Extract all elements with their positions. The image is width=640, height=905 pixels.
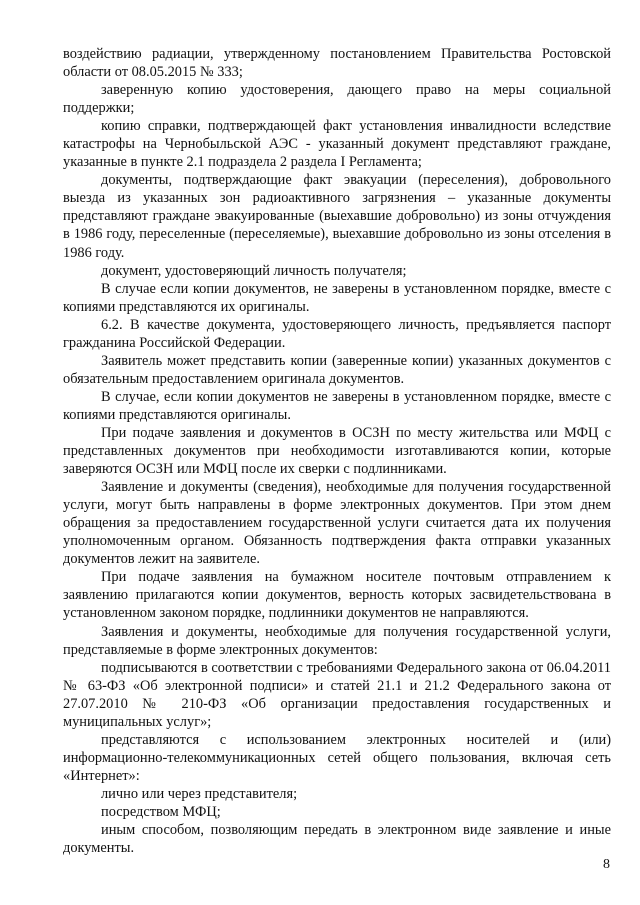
paragraph-personally-or-representative: лично или через представителя; [101,785,298,802]
paragraph-electronic-media: представляются с использованием электронных носителей и (или) информационно-телекоммуникационных сетей общего пользования, включая сеть «Интернет»: [63,731,611,784]
paragraph-radiation-regulation: воздействию радиации, утвержденному постановлением Правительства Ростовской области от 08.05.2015 № 333; [63,46,611,81]
paragraph-certificate-copy: заверенную копию удостоверения, дающего право на меры социальной поддержки; [63,82,611,117]
paragraph-electronic-submission: Заявление и документы (сведения), необходимые для получения государственной услуги, могут быть направлены в форме электронных документов. При этом днем обращения за предоставлением государственной услуги считается дата их получения уполномоченным органом. Обязанность подтверждения факта отправки указанных документов лежит на заявителе. [63,479,611,568]
paragraph-evacuation-documents: документы, подтверждающие факт эвакуации (переселения), добровольного выезда из указанных зон радиоактивного загрязнения – указанные документы представляют граждане эвакуированные (выехавшие добровольно) из зоны отчуждения в 1986 году, переселенные (переселяемые), выехавшие добровольно из зоны отселения в 1986 году. [63,172,611,261]
paragraph-originals-required: В случае если копии документов, не заверены в установленном порядке, вместе с копиями представляются их оригиналы. [63,280,611,315]
paragraph-electronic-documents: Заявления и документы, необходимые для получения государственной услуги, представляемые в форме электронных документов: [63,623,611,658]
paragraph-postal-submission: При подаче заявления на бумажном носителе почтовым отправлением к заявлению прилагаются копии документов, верность которых засвидетельствована в установленном законом порядке, подлинники документов не направляются. [63,569,611,622]
paragraph-unverified-copies: В случае, если копии документов не заверены в установленном порядке, вместе с копиями представляются оригиналы. [63,388,611,423]
page-number: 8 [603,857,610,872]
paragraph-identity-document: документ, удостоверяющий личность получателя; [101,262,407,279]
paragraph-disability-certificate: копию справки, подтверждающей факт установления инвалидности вследствие катастрофы на Чернобыльской АЭС - указанный документ представляют граждане, указанные в пункте 2.1 подраздела 2 раздела I Регламента; [63,118,611,171]
document-page [63,45,611,857]
paragraph-section-6-2: 6.2. В качестве документа, удостоверяющего личность, предъявляется паспорт гражданина Российской Федерации. [63,316,611,351]
paragraph-via-mfc: посредством МФЦ; [101,803,221,820]
paragraph-applicant-copies: Заявитель может представить копии (заверенные копии) указанных документов с обязательным предоставлением оригинала документов. [63,352,611,387]
paragraph-oszn-mfc-copies: При подаче заявления и документов в ОСЗН по месту жительства или МФЦ с представленных документов при необходимости изготавливаются копии, которые заверяются ОСЗН или МФЦ после их сверки с подлинниками. [63,424,611,478]
paragraph-signature-requirements: подписываются в соответствии с требованиями Федерального закона от 06.04.2011 № 63-ФЗ «Об электронной подписи» и статей 21.1 и 21.2 Федерального закона от 27.07.2010 № 210-ФЗ «Об организации предоставления государственных и муниципальных услуг»; [63,659,611,730]
paragraph-other-method: иным способом, позволяющим передать в электронном виде заявление и иные документы. [63,822,611,857]
